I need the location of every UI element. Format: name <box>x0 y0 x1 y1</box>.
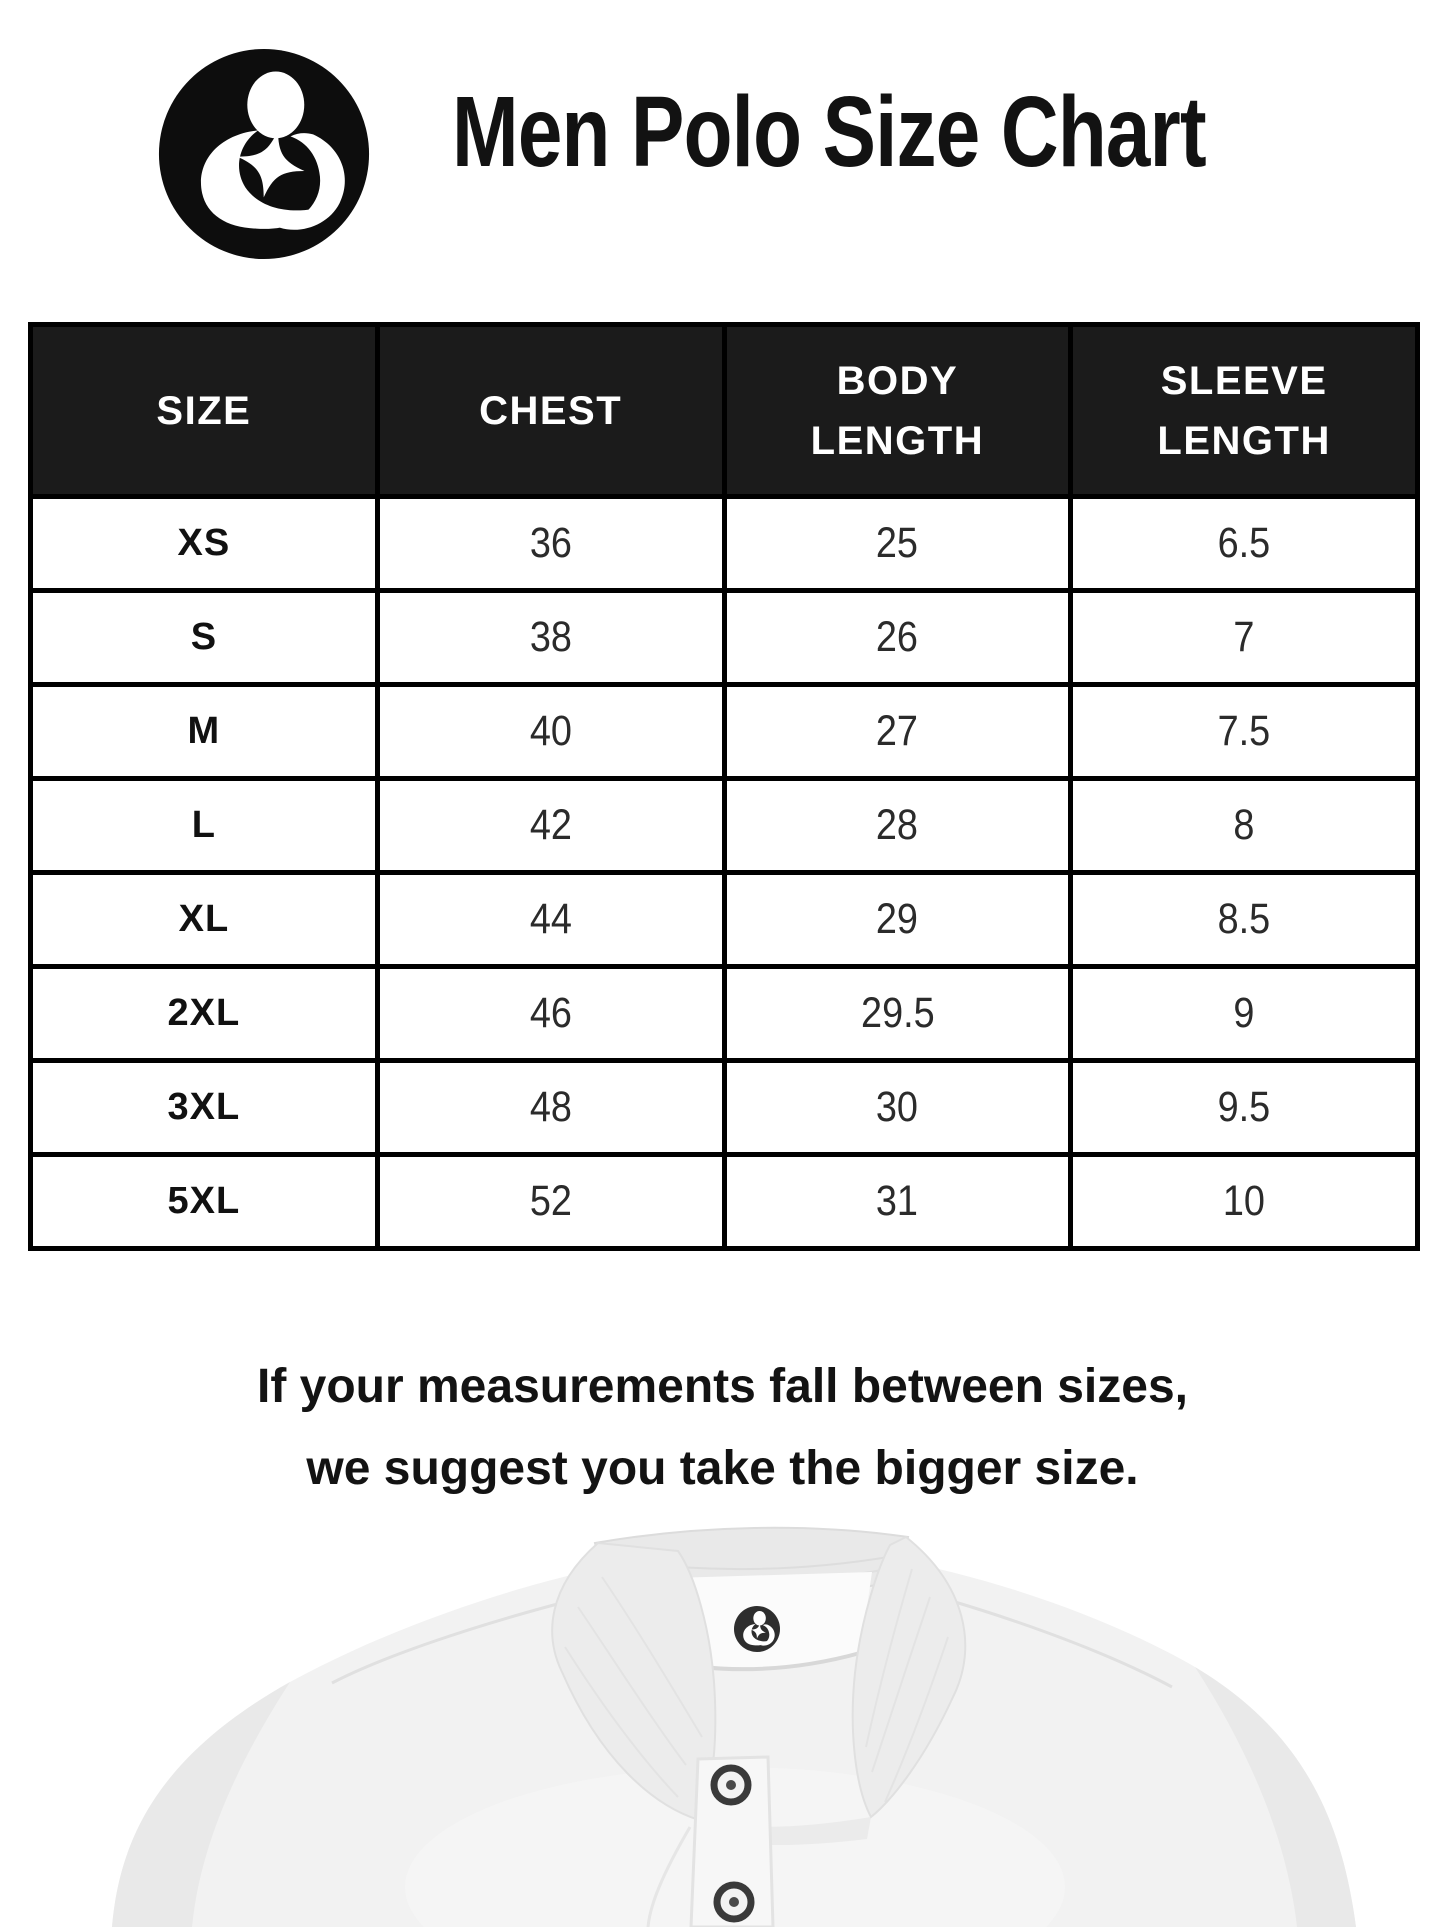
column-header-body-length: BODY LENGTH <box>724 325 1071 497</box>
fit-note-line-1: If your measurements fall between sizes, <box>256 1360 1188 1413</box>
sleeve-length-cell: 6.5 <box>1071 497 1418 591</box>
chest-cell: 42 <box>377 779 724 873</box>
chest-cell: 44 <box>377 873 724 967</box>
sleeve-length-cell: 7 <box>1071 591 1418 685</box>
chest-cell: 38 <box>377 591 724 685</box>
body-length-cell: 28 <box>724 779 1071 873</box>
size-cell: 5XL <box>31 1155 378 1249</box>
column-header-sleeve-length: SLEEVE LENGTH <box>1071 325 1418 497</box>
chest-cell: 46 <box>377 967 724 1061</box>
body-length-cell: 27 <box>724 685 1071 779</box>
table-row-xs <box>31 497 1418 591</box>
size-cell: XL <box>31 873 378 967</box>
size-cell: 2XL <box>31 967 378 1061</box>
column-header-size: SIZE <box>31 325 378 497</box>
sleeve-length-cell: 9.5 <box>1071 1061 1418 1155</box>
sleeve-length-cell: 8.5 <box>1071 873 1418 967</box>
size-cell: 3XL <box>31 1061 378 1155</box>
table-row-3xl <box>31 1061 1418 1155</box>
chest-cell: 36 <box>377 497 724 591</box>
button-icon <box>717 1885 751 1919</box>
size-cell: XS <box>31 497 378 591</box>
table-row-l <box>31 779 1418 873</box>
neck-brand-logo-icon <box>734 1606 780 1652</box>
body-length-cell: 29 <box>724 873 1071 967</box>
chest-cell: 40 <box>377 685 724 779</box>
body-length-cell: 29.5 <box>724 967 1071 1061</box>
body-length-cell: 26 <box>724 591 1071 685</box>
chest-cell: 52 <box>377 1155 724 1249</box>
body-length-cell: 25 <box>724 497 1071 591</box>
size-table <box>28 322 1420 1251</box>
size-cell: S <box>31 591 378 685</box>
fit-note-line-2: we suggest you take the bigger size. <box>306 1441 1139 1495</box>
body-length-cell: 30 <box>724 1061 1071 1155</box>
table-row-2xl <box>31 967 1418 1061</box>
column-header-chest: CHEST <box>377 325 724 497</box>
sleeve-length-cell: 10 <box>1071 1155 1418 1249</box>
table-row-xl <box>31 873 1418 967</box>
table-row-5xl <box>31 1155 1418 1249</box>
table-row-s <box>31 591 1418 685</box>
size-cell: L <box>31 779 378 873</box>
body-length-cell: 31 <box>724 1155 1071 1249</box>
size-cell: M <box>31 685 378 779</box>
sleeve-length-cell: 7.5 <box>1071 685 1418 779</box>
sleeve-length-cell: 9 <box>1071 967 1418 1061</box>
size-table-header <box>31 325 1418 497</box>
chest-cell: 48 <box>377 1061 724 1155</box>
fit-note <box>0 1346 1445 1509</box>
brand-logo-icon <box>156 46 372 262</box>
page-title: Men Polo Size Chart <box>452 76 1206 188</box>
polo-shirt-image <box>0 1517 1445 1927</box>
button-icon <box>714 1768 748 1802</box>
sleeve-length-cell: 8 <box>1071 779 1418 873</box>
table-row-m <box>31 685 1418 779</box>
